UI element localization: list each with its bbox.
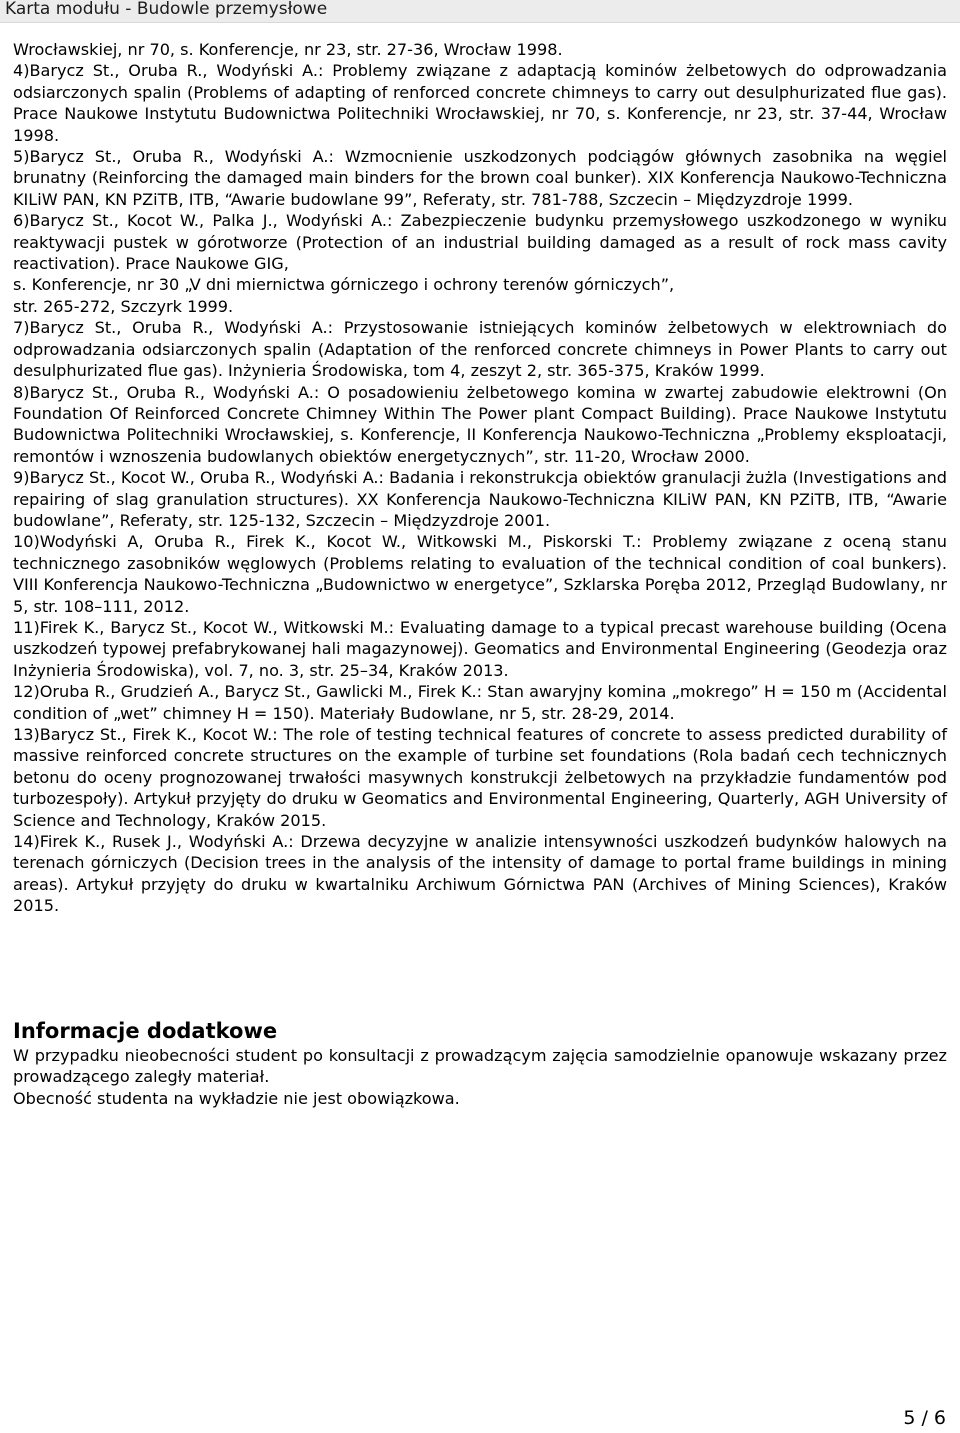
reference-item: s. Konferencje, nr 30 „V dni miernictwa górniczego i ochrony terenów górniczych”, bbox=[13, 275, 675, 295]
reference-item: str. 265-272, Szczyrk 1999. bbox=[13, 296, 234, 316]
reference-item: 9)Barycz St., Kocot W., Oruba R., Wodyński A.: Badania i rekonstrukcja obiektów granulacji żużla (Investigations and repairing of slag granulation structures). XX Konferencja Naukowo-Techniczna KILiW PAN, KN PZiTB, ITB, “Awarie budowlane”, Referaty, str. 125-132, Szczecin – Międzyzdroje 2001. bbox=[13, 468, 947, 530]
reference-item: 10)Wodyński A, Oruba R., Firek K., Kocot W., Witkowski M., Piskorski T.: Problemy związane z oceną stanu technicznego zasobników węglowych (Problems relating to evaluation of the technical condition of coal bunkers). VIII Konferencja Naukowo-Techniczna „Budownictwo w energetyce”, Szklarska Poręba 2012, Przegląd Budowlany, nr 5, str. 108–111, 2012. bbox=[13, 532, 947, 616]
reference-item: 14)Firek K., Rusek J., Wodyński A.: Drzewa decyzyjne w analizie intensywności uszkodzeń budynków halowych na terenach górniczych (Decision trees in the analysis of the intensity of damage to portal frame buildings in mining areas). Artykuł przyjęty do druku w kwartalniku Archiwum Górnictwa PAN (Archives of Mining Sciences), Kraków 2015. bbox=[13, 832, 947, 916]
reference-item: 12)Oruba R., Grudzień A., Barycz St., Gawlicki M., Firek K.: Stan awaryjny komina „mokrego” H = 150 m (Accidental condition of „wet” chimney H = 150). Materiały Budowlane, nr 5, str. 28-29, 2014. bbox=[13, 682, 947, 723]
reference-item: 13)Barycz St., Firek K., Kocot W.: The role of testing technical features of concrete to assess predicted durability of massive reinforced concrete structures on the example of turbine set foundations (Rola badań cech technicznych betonu do oceny prognozowanej trwałości masywnych konstrukcji żelbetowych na przykładzie fundamentów pod turbozespoły). Artykuł przyjęty do druku w Geomatics and Environmental Engineering, Quarterly, AGH University of Science and Technology, Kraków 2015. bbox=[13, 725, 947, 830]
reference-item: 8)Barycz St., Oruba R., Wodyński A.: O posadowieniu żelbetowego komina w zwartej zabudowie elektrowni (On Foundation Of Reinforced Concrete Chimney Within The Power plant Compact Building). Prace Naukowe Instytutu Budownictwa Politechniki Wrocławskiej, s. Konferencje, II Konferencja Naukowo-Techniczna „Problemy eksploatacji, remontów i wznoszenia budowlanych obiektów energetycznych”, str. 11-20, Wrocław 2000. bbox=[13, 382, 947, 466]
header-title: Karta modułu - Budowle przemysłowe bbox=[5, 0, 328, 19]
additional-paragraph: W przypadku nieobecności student po konsultacji z prowadzącym zajęcia samodzielnie opanowuje wskazany przez prowadzącego zaległy materiał. bbox=[13, 1046, 947, 1087]
section-heading: Informacje dodatkowe bbox=[13, 1019, 278, 1043]
reference-item: Wrocławskiej, nr 70, s. Konferencje, nr 23, str. 27-36, Wrocław 1998. bbox=[13, 40, 563, 59]
page-number: 5 / 6 bbox=[903, 1407, 946, 1429]
page-header bbox=[0, 0, 960, 23]
references-list bbox=[13, 39, 947, 917]
reference-item: 7)Barycz St., Oruba R., Wodyński A.: Przystosowanie istniejących kominów żelbetowych w elektrowniach do odprowadzania odsiarczonych spalin (Adaptation of the renforced concrete chimneys in Power Plants to carry out desulphurizated flue gas). Inżynieria Środowiska, tom 4, zeszyt 2, str. 365-375, Kraków 1999. bbox=[13, 318, 947, 381]
reference-item: 4)Barycz St., Oruba R., Wodyński A.: Problemy związane z adaptacją kominów żelbetowych do odprowadzania odsiarczonych spalin (Problems of adapting of renforced concrete chimneys to carry out desulphurizated flue gas). Prace Naukowe Instytutu Budownictwa Politechniki Wrocławskiej, nr 70, s. Konferencje, nr 23, str. 37-44, Wrocław 1998. bbox=[13, 61, 947, 145]
additional-paragraph: Obecność studenta na wykładzie nie jest obowiązkowa. bbox=[13, 1088, 460, 1108]
additional-info-section bbox=[13, 1018, 947, 1109]
reference-item: 6)Barycz St., Kocot W., Palka J., Wodyński A.: Zabezpieczenie budynku przemysłowego uszkodzonego w wyniku reaktywacji pustek w górotworze (Protection of an industrial building damaged as a result of rock mass cavity reactivation). Prace Naukowe GIG, bbox=[13, 211, 947, 274]
reference-item: 5)Barycz St., Oruba R., Wodyński A.: Wzmocnienie uszkodzonych podciągów głównych zasobnika na węgiel brunatny (Reinforcing the damaged main binders for the brown coal bunker). XIX Konferencja Naukowo-Techniczna KILiW PAN, KN PZiTB, ITB, “Awarie budowlane 99”, Referaty, str. 781-788, Szczecin – Międzyzdroje 1999. bbox=[13, 147, 947, 209]
reference-item: 11)Firek K., Barycz St., Kocot W., Witkowski M.: Evaluating damage to a typical precast warehouse building (Ocena uszkodzeń typowej prefabrykowanej hali magazynowej). Geomatics and Environmental Engineering (Geodezja oraz Inżynieria Środowiska), vol. 7, no. 3, str. 25–34, Kraków 2013. bbox=[13, 617, 947, 680]
